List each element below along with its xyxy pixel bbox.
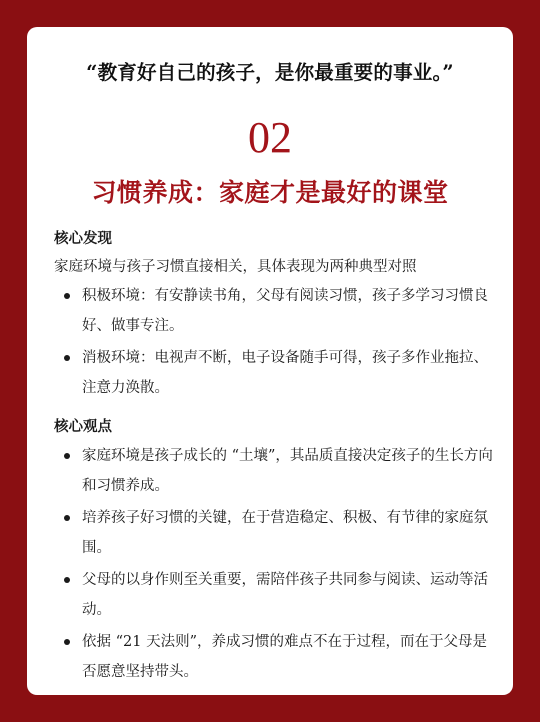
- bullet-dot-icon: [64, 453, 70, 459]
- views-item: [54, 565, 493, 625]
- findings-intro: 家庭环境与孩子习惯直接相关，具体表现为两种典型对照: [54, 259, 417, 275]
- views-item: [54, 503, 493, 563]
- section-title: 习惯养成：家庭才是最好的课堂: [91, 178, 449, 207]
- bullet-dot-icon: [64, 639, 70, 645]
- views-item-text: 培养孩子好习惯的关键，在于营造稳定、积极、有节律的家庭氛围。: [82, 510, 488, 556]
- header-quote: “教育好自己的孩子，是你最重要的事业。”: [86, 61, 454, 84]
- views-item: [54, 441, 493, 501]
- views-item: [54, 627, 493, 687]
- bullet-dot-icon: [64, 355, 70, 361]
- findings-item: [54, 343, 493, 403]
- findings-item: [54, 281, 493, 341]
- views-item-text: 父母的以身作则至关重要，需陪伴孩子共同参与阅读、运动等活动。: [82, 572, 488, 618]
- views-item-text: 家庭环境是孩子成长的 “土壤”，其品质直接决定孩子的生长方向和习惯养成。: [82, 448, 493, 494]
- findings-list: [54, 281, 493, 403]
- bullet-dot-icon: [64, 515, 70, 521]
- bullet-dot-icon: [64, 293, 70, 299]
- section-number: 02: [248, 113, 292, 162]
- content-card: [27, 27, 513, 695]
- views-list: [54, 441, 493, 687]
- article-body: [54, 227, 493, 689]
- findings-item-text: 消极环境：电视声不断，电子设备随手可得，孩子多作业拖拉、注意力涣散。: [82, 350, 488, 396]
- findings-item-text: 积极环境：有安静读书角，父母有阅读习惯，孩子多学习习惯良好、做事专注。: [82, 288, 488, 334]
- bullet-dot-icon: [64, 577, 70, 583]
- views-item-text: 依据 “21 天法则”，养成习惯的难点不在于过程，而在于父母是否愿意坚持带头。: [82, 634, 487, 680]
- findings-heading: 核心发现: [54, 230, 112, 247]
- views-heading: 核心观点: [54, 418, 112, 435]
